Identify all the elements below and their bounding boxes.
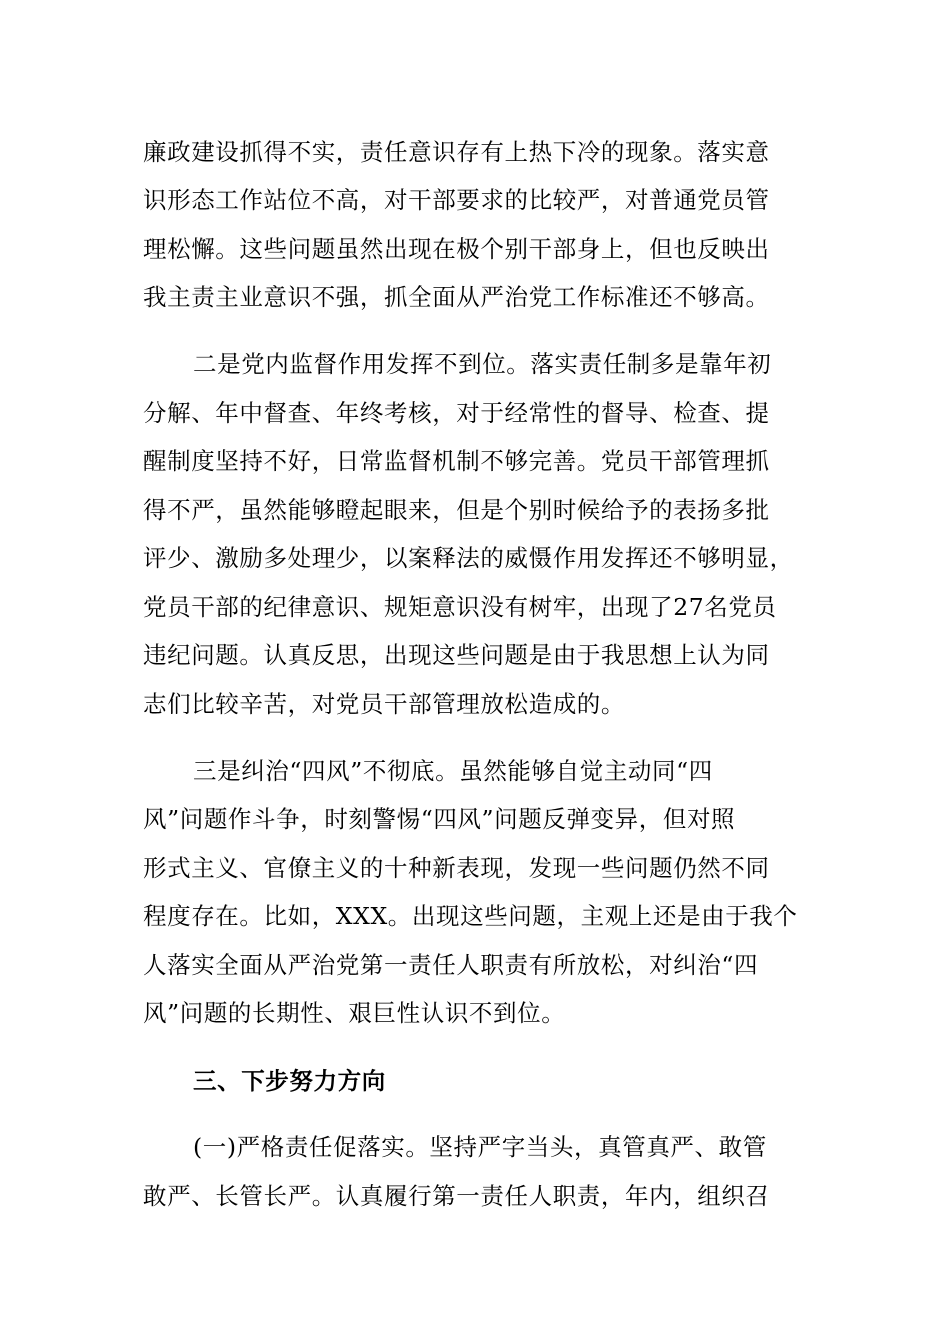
text-line: 志们比较辛苦，对党员干部管理放松造成的。 bbox=[143, 690, 625, 718]
text-line: 形式主义、官僚主义的十种新表现，发现一些问题仍然不同 bbox=[143, 854, 770, 882]
text-line: 二是党内监督作用发挥不到位。落实责任制多是靠年初 bbox=[193, 350, 772, 378]
text-line: 评少、激励多处理少，以案释法的威慑作用发挥还不够明显， bbox=[143, 544, 794, 572]
text-line: 敢严、长管长严。认真履行第一责任人职责，年内，组织召 bbox=[143, 1182, 770, 1210]
text-line: 违纪问题。认真反思，出现这些问题是由于我思想上认为同 bbox=[143, 641, 770, 669]
text-line: 程度存在。比如，XXX。出现这些问题，主观上还是由于我个 bbox=[143, 902, 798, 930]
text-line: 党员干部的纪律意识、规矩意识没有树牢，出现了27名党员 bbox=[143, 593, 777, 621]
text-line: 我主责主业意识不强，抓全面从严治党工作标准还不够高。 bbox=[143, 283, 770, 311]
text-line: 识形态工作站位不高，对干部要求的比较严，对普通党员管 bbox=[143, 186, 770, 214]
text-line: 分解、年中督查、年终考核，对于经常性的督导、检查、提 bbox=[143, 399, 770, 427]
text-line: 得不严，虽然能够瞪起眼来，但是个别时候给予的表扬多批 bbox=[143, 496, 770, 524]
text-line: 风”问题作斗争，时刻警惕“四风”问题反弹变异，但对照 bbox=[143, 805, 736, 833]
text-line: 风”问题的长期性、艰巨性认识不到位。 bbox=[143, 999, 566, 1027]
text-line: (一)严格责任促落实。坚持严字当头，真管真严、敢管 bbox=[193, 1133, 767, 1161]
text-line: 三是纠治“四风”不彻底。虽然能够自觉主动同“四 bbox=[193, 757, 713, 785]
text-line: 廉政建设抓得不实，责任意识存有上热下冷的现象。落实意 bbox=[143, 138, 770, 166]
section-heading: 三、下步努力方向 bbox=[193, 1067, 386, 1095]
text-line: 人落实全面从严治党第一责任人职责有所放松，对纠治“四 bbox=[143, 951, 759, 979]
text-line: 醒制度坚持不好，日常监督机制不够完善。党员干部管理抓 bbox=[143, 447, 770, 475]
text-line: 理松懈。这些问题虽然出现在极个别干部身上，但也反映出 bbox=[143, 235, 770, 263]
